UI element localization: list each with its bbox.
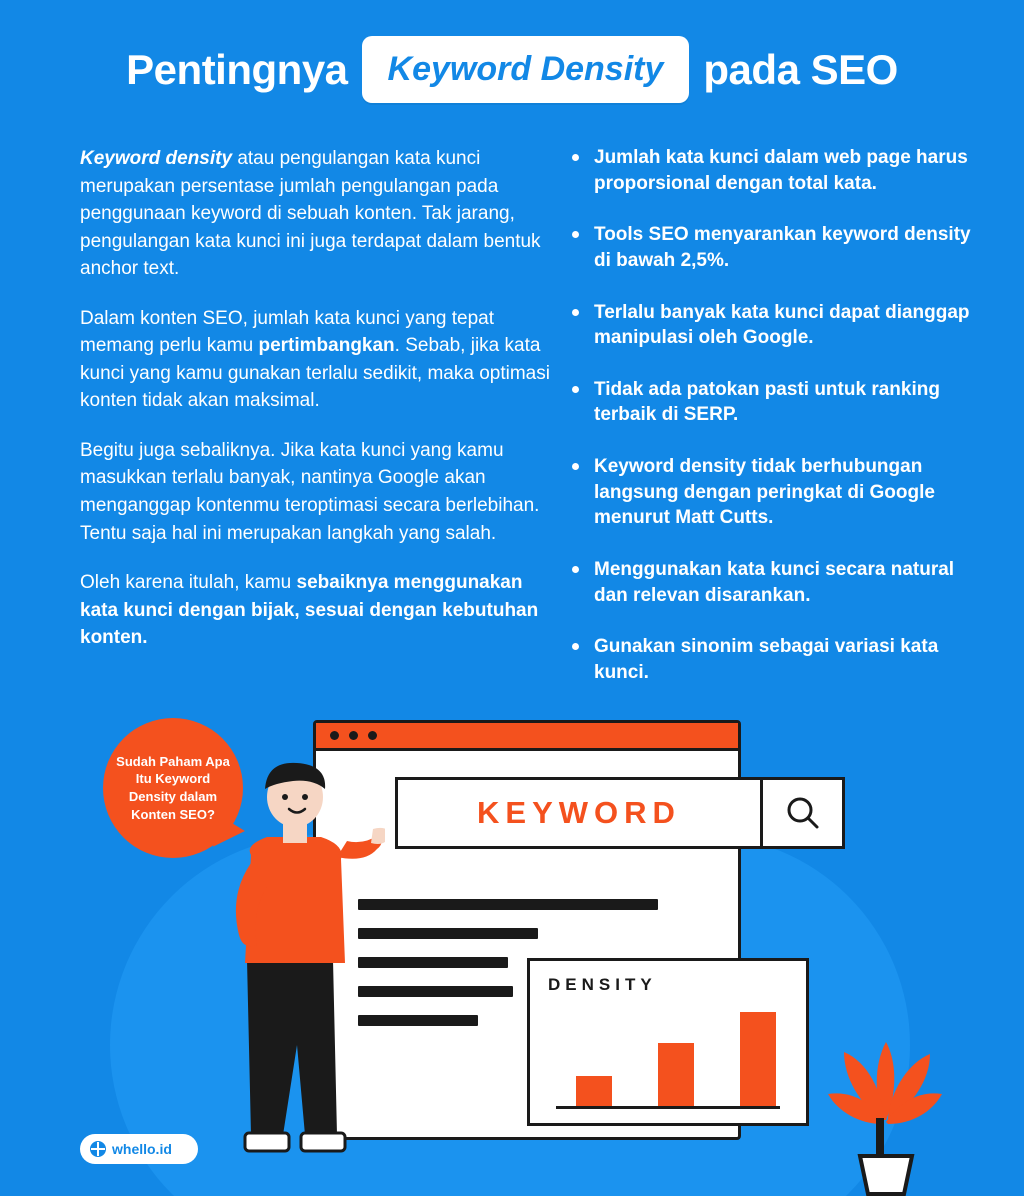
chart-bar xyxy=(576,1076,612,1107)
paragraph-2-strong: pertimbangkan xyxy=(258,335,395,357)
paragraph-1-lead: Keyword density xyxy=(80,148,233,169)
window-dot-icon xyxy=(349,731,358,740)
search-keyword-text: KEYWORD xyxy=(477,795,681,830)
paragraph-4 xyxy=(80,569,550,652)
page-title xyxy=(0,36,1024,103)
bullet-item: Keyword density tidak berhubungan langsung dengan peringkat di Google menurut Matt Cutts. xyxy=(570,454,990,531)
title-badge-label: Keyword Density xyxy=(387,50,664,88)
title-badge xyxy=(362,36,690,103)
bullet-item: Tidak ada patokan pasti untuk ranking terbaik di SERP. xyxy=(570,377,990,428)
bullet-item: Tools SEO menyarankan keyword density di bawah 2,5%. xyxy=(570,222,990,273)
window-dot-icon xyxy=(330,731,339,740)
chart-plot-area xyxy=(548,1005,788,1113)
paragraph-2 xyxy=(80,305,550,415)
speech-bubble-text: Sudah Paham Apa Itu Keyword Density dalam Konten SEO? xyxy=(116,753,230,822)
brand-logo-text: whello.id xyxy=(112,1141,172,1157)
chart-bar xyxy=(740,1012,776,1107)
density-chart-card xyxy=(527,958,809,1126)
paragraph-2-pre: Dalam konten SEO, jumlah kata kunci yang tepat memang perlu kamu xyxy=(80,307,495,357)
chart-axis xyxy=(556,1106,780,1109)
right-bullet-column xyxy=(570,145,990,712)
globe-icon xyxy=(90,1141,106,1157)
brand-logo[interactable] xyxy=(80,1134,198,1164)
left-text-column xyxy=(80,145,550,674)
bullet-item: Terlalu banyak kata kunci dapat dianggap manipulasi oleh Google. xyxy=(570,300,990,351)
paragraph-1 xyxy=(80,145,550,283)
title-suffix: pada SEO xyxy=(703,45,898,93)
chart-bar xyxy=(658,1043,694,1107)
content-line xyxy=(358,928,538,939)
paragraph-1-rest: atau pengulangan kata kunci merupakan persentase jumlah pengulangan pada penggunaan keyword di sebuah konten. Tak jarang, pengulangan kata kunci ini juga terdapat dalam bentuk anchor text. xyxy=(80,148,541,280)
character-illustration xyxy=(205,745,385,1195)
bullet-item: Menggunakan kata kunci secara natural dan relevan disarankan. xyxy=(570,557,990,608)
bullet-item: Gunakan sinonim sebagai variasi kata kunci. xyxy=(570,634,990,685)
content-line xyxy=(358,899,658,910)
window-dot-icon xyxy=(368,731,377,740)
title-prefix: Pentingnya xyxy=(126,45,348,93)
search-bar-illustration[interactable] xyxy=(395,777,845,849)
paragraph-4-strong: sebaiknya menggunakan kata kunci dengan bijak, sesuai dengan kebutuhan konten. xyxy=(80,572,539,649)
bullet-item: Jumlah kata kunci dalam web page harus proporsional dengan total kata. xyxy=(570,145,990,196)
paragraph-3: Begitu juga sebaliknya. Jika kata kunci yang kamu masukkan terlalu banyak, nantinya Google akan menganggap kontenmu teroptimasi secara berlebihan. Tentu saja hal ini merupakan langkah yang salah. xyxy=(80,439,540,544)
chart-title: DENSITY xyxy=(548,975,657,994)
search-icon[interactable] xyxy=(760,780,842,846)
plant-illustration xyxy=(820,1000,950,1196)
paragraph-2-post: . Sebab, jika kata kunci yang kamu gunakan terlalu sedikit, maka optimasi konten tidak akan maksimal. xyxy=(80,335,550,412)
illustration xyxy=(0,690,1024,1196)
paragraph-4-pre: Oleh karena itulah, kamu xyxy=(80,572,297,594)
